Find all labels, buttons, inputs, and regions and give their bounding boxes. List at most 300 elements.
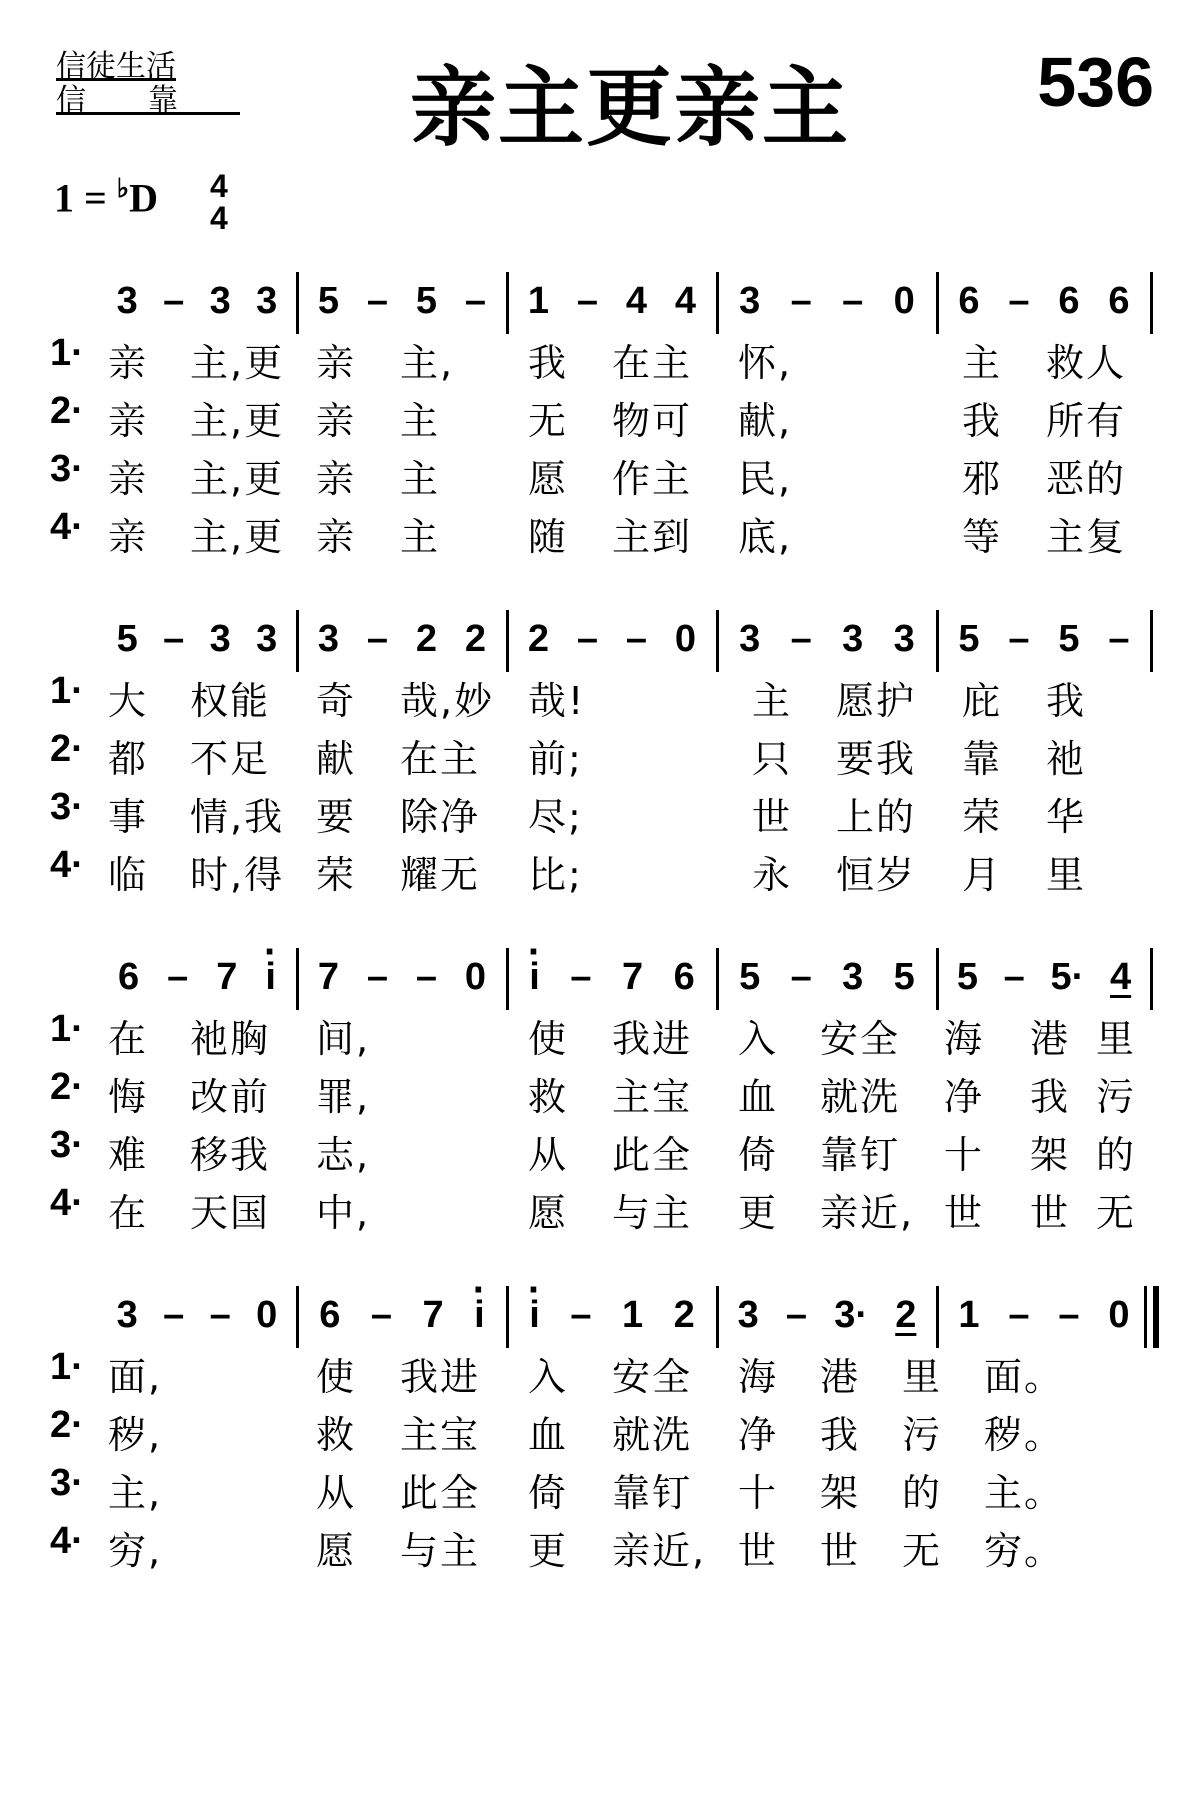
lyric-syllable: 秽。 [984,1413,1065,1457]
lyric-syllable: 大 [108,679,149,723]
lyric-syllable: 主 [752,679,793,723]
note: – [1058,1294,1080,1336]
lyric-syllable: 入 [738,1017,779,1061]
lyric-syllable: 世 [820,1529,861,1573]
lyric-syllable: 移我 [190,1133,271,1177]
note: 1 [958,1294,980,1336]
lyric-syllable: 我 [1030,1075,1071,1119]
lyric-syllable: 我 [528,341,569,385]
lyric-syllable: 主, [108,1471,163,1515]
verse-number: 1· [50,1008,84,1050]
lyric-syllable: 靠钉 [612,1471,693,1515]
verse-number: 1· [50,1346,84,1388]
lyric-syllable: 献 [316,737,357,781]
verse-line-3 [0,1462,1200,1515]
lyric-syllable: 亲 [316,399,357,443]
note: – [1108,618,1130,660]
lyric-syllable: 入 [528,1355,569,1399]
lyric-syllable: 祂胸 [190,1017,271,1061]
note: – [570,1294,592,1336]
note: 3 [317,618,340,660]
lyric-syllable: 罪, [316,1075,371,1119]
lyric-syllable: 倚 [738,1133,779,1177]
verse-line-3 [0,1124,1200,1177]
key-prefix: 1 = [54,175,117,221]
lyric-syllable: 从 [528,1133,569,1177]
verse-line-3 [0,786,1200,839]
note: – [167,956,189,998]
note: – [790,618,812,660]
measure-1 [104,618,290,661]
lyric-syllable: 天国 [190,1191,271,1235]
barline [296,272,299,334]
note: 0 [1108,1294,1130,1336]
lyric-syllable: 架 [820,1471,861,1515]
category-line-1: 信徒生活 [56,49,176,84]
verse-line-4 [0,844,1200,897]
final-barline [1144,1286,1155,1348]
note: – [209,1294,231,1336]
lyric-syllable: 面。 [984,1355,1065,1399]
lyric-syllable: 亲近, [612,1529,707,1573]
note: i · [529,1294,540,1337]
measure-4 [724,280,930,323]
lyric-syllable: 十 [738,1471,779,1515]
lyric-syllable: 愿 [528,457,569,501]
note: 5 [116,618,138,660]
note: 3 [842,618,864,660]
lyric-syllable: 世 [1030,1191,1071,1235]
lyric-syllable: 愿 [316,1529,357,1573]
lyric-syllable: 底, [738,515,793,559]
lyric-syllable: 海 [738,1355,779,1399]
barline [1150,948,1153,1010]
lyric-syllable: 物可 [612,399,693,443]
lyric-syllable: 与主 [400,1529,481,1573]
note: 7 [216,956,238,998]
lyric-syllable: 在主 [612,341,693,385]
lyric-syllable: 靠 [962,737,1003,781]
note: – [1003,956,1025,998]
note: 4 [674,280,697,322]
lyric-syllable: 我 [1046,679,1087,723]
lyric-syllable: 亲 [108,399,149,443]
lyric-syllable: 倚 [528,1471,569,1515]
note: – [1008,280,1030,322]
note: – [163,618,185,660]
lyric-syllable: 民, [738,457,793,501]
note: 1 [621,1294,644,1336]
note: 3 [209,618,231,660]
measure-1 [104,1294,290,1337]
note: 2 [673,1294,695,1336]
note: – [625,618,648,660]
lyric-syllable: 尽; [528,795,583,839]
note: 4 [625,280,648,322]
lyric-syllable: 从 [316,1471,357,1515]
note: 7 [621,956,644,998]
lyric-syllable: 亲近, [820,1191,915,1235]
lyric-syllable: 间, [316,1017,371,1061]
lyric-syllable: 权能 [190,679,271,723]
note: 5 [415,280,438,322]
lyric-syllable: 主,更 [190,457,285,501]
lyric-syllable: 穷。 [984,1529,1065,1573]
lyric-syllable: 主,更 [190,399,285,443]
lyric-syllable: 难 [108,1133,149,1177]
lyric-syllable: 秽, [108,1413,163,1457]
lyric-syllable: 上的 [836,795,917,839]
lyric-syllable: 荣 [316,853,357,897]
verse-number: 4· [50,1182,84,1224]
note: 7 [422,1294,444,1336]
verse-line-1 [0,1346,1200,1399]
lyric-syllable: 庇 [962,679,1003,723]
measure-3 [514,956,710,999]
lyric-syllable: 所有 [1046,399,1127,443]
lyric-syllable: 我进 [400,1355,481,1399]
measure-1 [104,956,290,999]
lyric-syllable: 华 [1046,795,1087,839]
note: 5· [1050,956,1085,998]
note: 7 [317,956,340,998]
lyric-syllable: 亲 [108,457,149,501]
measure-4 [724,956,930,999]
verse-line-3 [0,448,1200,501]
lyric-syllable: 里 [902,1355,943,1399]
barline [716,610,719,672]
lyric-syllable: 祂 [1046,737,1087,781]
lyric-syllable: 我 [820,1413,861,1457]
flat-sign: ♭ [116,174,130,203]
lyric-syllable: 主 [962,341,1003,385]
note: 0 [674,618,697,660]
lyric-syllable: 面, [108,1355,163,1399]
hymn-title: 亲主更亲主 [410,58,850,158]
verse-number: 4· [50,844,84,886]
note: – [842,280,864,322]
lyric-syllable: 我 [962,399,1003,443]
note: 0 [464,956,487,998]
lyric-syllable: 献, [738,399,793,443]
key-letter: D [129,175,158,221]
note: 2 [895,1294,917,1336]
note: – [570,956,592,998]
verse-line-1 [0,332,1200,385]
lyric-syllable: 除净 [400,795,481,839]
note: 5 [739,956,761,998]
lyric-syllable: 随 [528,515,569,559]
lyric-syllable: 亲 [108,341,149,385]
barline [716,948,719,1010]
measure-5 [944,618,1144,661]
note: 6 [118,956,140,998]
note: 4 [1109,956,1132,998]
note: 3 [842,956,864,998]
verse-line-4 [0,1520,1200,1573]
lyric-syllable: 前; [528,737,583,781]
note: 3 [209,280,231,322]
lyric-syllable: 无 [902,1529,943,1573]
time-signature [210,170,228,234]
hymn-number: 536 [1037,43,1154,121]
lyric-syllable: 港 [820,1355,861,1399]
lyric-syllable: 哉! [528,679,586,723]
verse-line-4 [0,506,1200,559]
note: – [576,618,599,660]
lyric-syllable: 亲 [316,341,357,385]
lyric-syllable: 事 [108,795,149,839]
barline [1150,272,1153,334]
note: 6 [1058,280,1080,322]
note: – [163,280,185,322]
lyric-syllable: 与主 [612,1191,693,1235]
note: – [366,956,389,998]
lyric-syllable: 世 [944,1191,985,1235]
measure-2 [304,280,500,323]
note: – [464,280,487,322]
verse-number: 3· [50,1124,84,1166]
barline [716,272,719,334]
lyric-syllable: 此全 [400,1471,481,1515]
lyric-syllable: 耀无 [400,853,481,897]
lyric-syllable: 此全 [612,1133,693,1177]
lyric-syllable: 的 [1096,1133,1137,1177]
barline [936,610,939,672]
lyric-syllable: 安全 [820,1017,901,1061]
lyric-syllable: 更 [528,1529,569,1573]
note: 5 [893,956,915,998]
verse-number: 3· [50,448,84,490]
note: 3 [893,618,915,660]
measure-3 [514,280,710,323]
lyric-syllable: 永 [752,853,793,897]
measure-2 [304,1294,500,1337]
verse-number: 2· [50,1404,84,1446]
measure-3 [514,618,710,661]
lyric-syllable: 主 [400,515,441,559]
note: – [785,1294,808,1336]
verse-number: 3· [50,1462,84,1504]
barline [506,272,509,334]
verse-number: 2· [50,728,84,770]
verse-line-4 [0,1182,1200,1235]
lyric-syllable: 悔 [108,1075,149,1119]
measure-2 [304,956,500,999]
lyric-syllable: 要 [316,795,357,839]
lyric-syllable: 志, [316,1133,371,1177]
barline [296,948,299,1010]
verse-number: 3· [50,786,84,828]
lyric-syllable: 就洗 [612,1413,693,1457]
note: – [415,956,438,998]
lyric-syllable: 无 [1096,1191,1137,1235]
note: 5 [317,280,340,322]
barline [936,948,939,1010]
measure-1 [104,280,290,323]
lyric-syllable: 恶的 [1046,457,1127,501]
time-bottom: 4 [210,200,228,236]
lyric-syllable: 救 [316,1413,357,1457]
lyric-syllable: 靠钉 [820,1133,901,1177]
lyric-syllable: 无 [528,399,569,443]
barline [296,610,299,672]
lyric-syllable: 世 [752,795,793,839]
barline [716,1286,719,1348]
lyric-syllable: 主到 [612,515,693,559]
lyric-syllable: 主,更 [190,341,285,385]
note: 0 [893,280,915,322]
lyric-syllable: 的 [902,1471,943,1515]
measure-2 [304,618,500,661]
lyric-syllable: 愿护 [836,679,917,723]
note: – [1008,1294,1030,1336]
note: – [790,956,812,998]
lyric-syllable: 使 [528,1017,569,1061]
note: i · [265,956,276,999]
note: 3 [116,280,138,322]
verse-number: 1· [50,332,84,374]
lyric-syllable: 亲 [316,457,357,501]
note: 5 [1058,618,1080,660]
lyric-syllable: 主,更 [190,515,285,559]
measure-5 [944,956,1144,999]
lyric-syllable: 更 [738,1191,779,1235]
lyric-syllable: 时,得 [190,853,285,897]
barline [296,1286,299,1348]
lyric-syllable: 情,我 [190,795,285,839]
note: 3 [739,280,761,322]
verse-line-2 [0,1404,1200,1457]
lyric-syllable: 血 [528,1413,569,1457]
lyric-syllable: 比; [528,853,583,897]
verse-line-1 [0,1008,1200,1061]
lyric-syllable: 主 [400,399,441,443]
lyric-syllable: 要我 [836,737,917,781]
verse-line-2 [0,728,1200,781]
lyric-syllable: 主 [400,457,441,501]
verse-number: 4· [50,1520,84,1562]
verse-number: 2· [50,1066,84,1108]
lyric-syllable: 都 [108,737,149,781]
lyric-syllable: 恒岁 [836,853,917,897]
key-signature [54,174,158,221]
lyric-syllable: 邪 [962,457,1003,501]
lyric-syllable: 世 [738,1529,779,1573]
measure-4 [724,618,930,661]
note: 2 [415,618,438,660]
note: 2 [527,618,550,660]
lyric-syllable: 主, [400,341,455,385]
barline [506,948,509,1010]
lyric-syllable: 救人 [1046,341,1127,385]
lyric-syllable: 主。 [984,1471,1065,1515]
note: 3 [256,618,278,660]
lyric-syllable: 穷, [108,1529,163,1573]
note: 6 [673,956,695,998]
lyric-syllable: 港 [1030,1017,1071,1061]
lyric-syllable: 主复 [1046,515,1127,559]
lyric-syllable: 使 [316,1355,357,1399]
lyric-syllable: 安全 [612,1355,693,1399]
note: 6 [1108,280,1130,322]
note: 3· [834,1294,869,1336]
barline [506,1286,509,1348]
lyric-syllable: 就洗 [820,1075,901,1119]
lyric-syllable: 十 [944,1133,985,1177]
note: – [790,280,812,322]
lyric-syllable: 里 [1096,1017,1137,1061]
lyric-syllable: 在 [108,1017,149,1061]
note: i · [529,956,540,999]
note: – [370,1294,393,1336]
note: 3 [256,280,278,322]
note: 6 [319,1294,341,1336]
lyric-syllable: 架 [1030,1133,1071,1177]
lyric-syllable: 月 [962,853,1003,897]
lyric-syllable: 只 [752,737,793,781]
lyric-syllable: 亲 [108,515,149,559]
verse-line-1 [0,670,1200,723]
note: 5 [956,956,978,998]
lyric-syllable: 愿 [528,1191,569,1235]
lyric-syllable: 不足 [190,737,271,781]
lyric-syllable: 主宝 [400,1413,481,1457]
category-line-2: 信靠 [56,83,240,118]
time-top: 4 [210,168,228,204]
lyric-syllable: 作主 [612,457,693,501]
note: 3 [116,1294,138,1336]
verse-number: 4· [50,506,84,548]
note: – [366,280,389,322]
lyric-syllable: 亲 [316,515,357,559]
lyric-syllable: 中, [316,1191,371,1235]
barline [1150,610,1153,672]
lyric-syllable: 我进 [612,1017,693,1061]
note: – [1008,618,1030,660]
barline [936,1286,939,1348]
lyric-syllable: 救 [528,1075,569,1119]
note: – [366,618,389,660]
verse-line-2 [0,390,1200,443]
note: 1 [527,280,550,322]
measure-5 [944,1294,1144,1337]
lyric-syllable: 污 [1096,1075,1137,1119]
lyric-syllable: 里 [1046,853,1087,897]
note: – [163,1294,185,1336]
barline [506,610,509,672]
note: 5 [958,618,980,660]
note: i · [474,1294,485,1337]
lyric-syllable: 净 [738,1413,779,1457]
lyric-syllable: 污 [902,1413,943,1457]
lyric-syllable: 奇 [316,679,357,723]
verse-number: 2· [50,390,84,432]
lyric-syllable: 净 [944,1075,985,1119]
note: 3 [737,1294,759,1336]
note: 6 [958,280,980,322]
measure-5 [944,280,1144,323]
lyric-syllable: 荣 [962,795,1003,839]
lyric-syllable: 在主 [400,737,481,781]
lyric-syllable: 改前 [190,1075,271,1119]
lyric-syllable: 临 [108,853,149,897]
measure-4 [724,1294,930,1337]
barline [936,272,939,334]
lyric-syllable: 等 [962,515,1003,559]
note: 3 [739,618,761,660]
lyric-syllable: 怀, [738,341,793,385]
